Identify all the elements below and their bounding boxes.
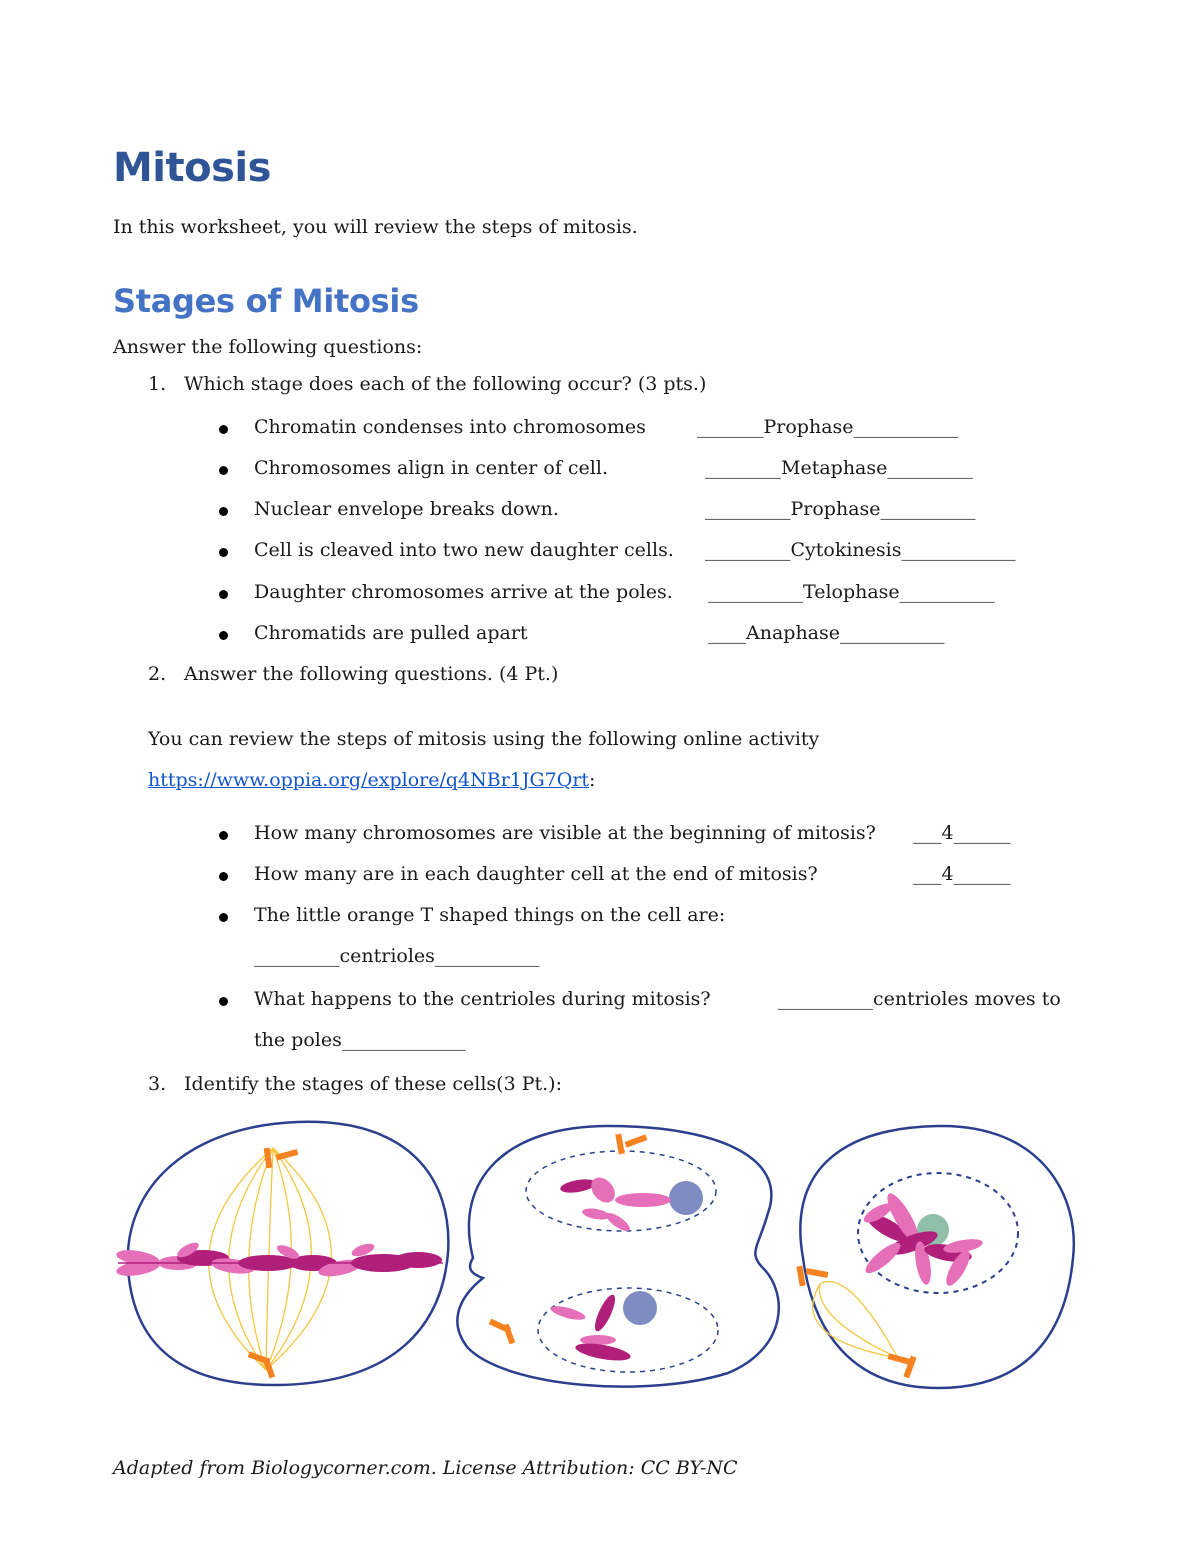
spindle-fibers: [813, 1282, 898, 1358]
q1-answer: ________Metaphase_________: [705, 457, 973, 479]
q1-statement: Nuclear envelope breaks down.: [254, 498, 559, 520]
question-2-number: 2.: [148, 663, 167, 685]
bullet-icon: [219, 466, 228, 475]
q1-statement: Daughter chromosomes arrive at the poles.: [254, 581, 673, 603]
q2-answer: ___4______: [913, 863, 1011, 885]
bullet-icon: [219, 831, 228, 840]
question-2-text: Answer the following questions. (4 Pt.): [184, 663, 559, 685]
q1-statement: Chromatids are pulled apart: [254, 622, 528, 644]
centriole-icon: [796, 1266, 828, 1287]
q2-statement: The little orange T shaped things on the cell are:: [254, 904, 726, 926]
activity-link-line: [148, 769, 595, 791]
bullet-icon: [219, 872, 228, 881]
q2-statement: How many chromosomes are visible at the beginning of mitosis?: [254, 822, 876, 844]
bullet-icon: [219, 590, 228, 599]
section-heading: Stages of Mitosis: [113, 282, 419, 320]
q2-answer: ___4______: [913, 822, 1011, 844]
centriole-icon: [489, 1319, 515, 1345]
q1-answer: _________Cytokinesis____________: [705, 539, 1016, 561]
q1-statement: Chromosomes align in center of cell.: [254, 457, 608, 479]
bullet-icon: [219, 997, 228, 1006]
question-3-text: Identify the stages of these cells(3 Pt.):: [184, 1073, 562, 1095]
link-suffix: :: [589, 769, 596, 791]
q2-answer: __________centrioles moves to: [778, 988, 1061, 1010]
bullet-icon: [219, 631, 228, 640]
q2-answer: _________centrioles___________: [254, 945, 540, 967]
question-1-text: Which stage does each of the following occur? (3 pts.): [184, 373, 707, 395]
cell-prophase: [796, 1126, 1074, 1388]
centriole-icon: [264, 1148, 299, 1169]
q1-answer: _______Prophase___________: [697, 416, 959, 438]
centriole-icon: [888, 1353, 917, 1378]
question-1-number: 1.: [148, 373, 167, 395]
activity-link[interactable]: https://www.oppia.org/explore/q4NBr1JG7Qrt: [148, 769, 590, 791]
mitosis-cells-figure: [108, 1118, 1083, 1398]
chromosome-group-bottom: [549, 1292, 631, 1363]
page-title: Mitosis: [113, 145, 271, 191]
bullet-icon: [219, 913, 228, 922]
chromosome-group-top: [559, 1173, 671, 1234]
cell-telophase: [457, 1126, 778, 1387]
q2-answer-continued: the poles_____________: [254, 1029, 466, 1051]
intro-text: In this worksheet, you will review the steps of mitosis.: [113, 216, 638, 238]
bullet-icon: [219, 548, 228, 557]
q1-answer: ____Anaphase___________: [708, 622, 945, 644]
question-3-number: 3.: [148, 1073, 167, 1095]
footer-attribution: Adapted from Biologycorner.com. License Attribution: CC BY-NC: [113, 1457, 738, 1479]
cell-metaphase: [115, 1122, 448, 1385]
q1-statement: Chromatin condenses into chromosomes: [254, 416, 646, 438]
bullet-icon: [219, 507, 228, 516]
chromosome-row: [115, 1240, 443, 1280]
q1-answer: __________Telophase__________: [708, 581, 995, 603]
q1-statement: Cell is cleaved into two new daughter cells.: [254, 539, 674, 561]
q2-statement: How many are in each daughter cell at the end of mitosis?: [254, 863, 818, 885]
bullet-icon: [219, 425, 228, 434]
q1-answer: _________Prophase__________: [705, 498, 976, 520]
q2-statement: What happens to the centrioles during mitosis?: [254, 988, 711, 1010]
review-text: You can review the steps of mitosis using the following online activity: [148, 728, 820, 750]
instruction-text: Answer the following questions:: [113, 336, 423, 358]
